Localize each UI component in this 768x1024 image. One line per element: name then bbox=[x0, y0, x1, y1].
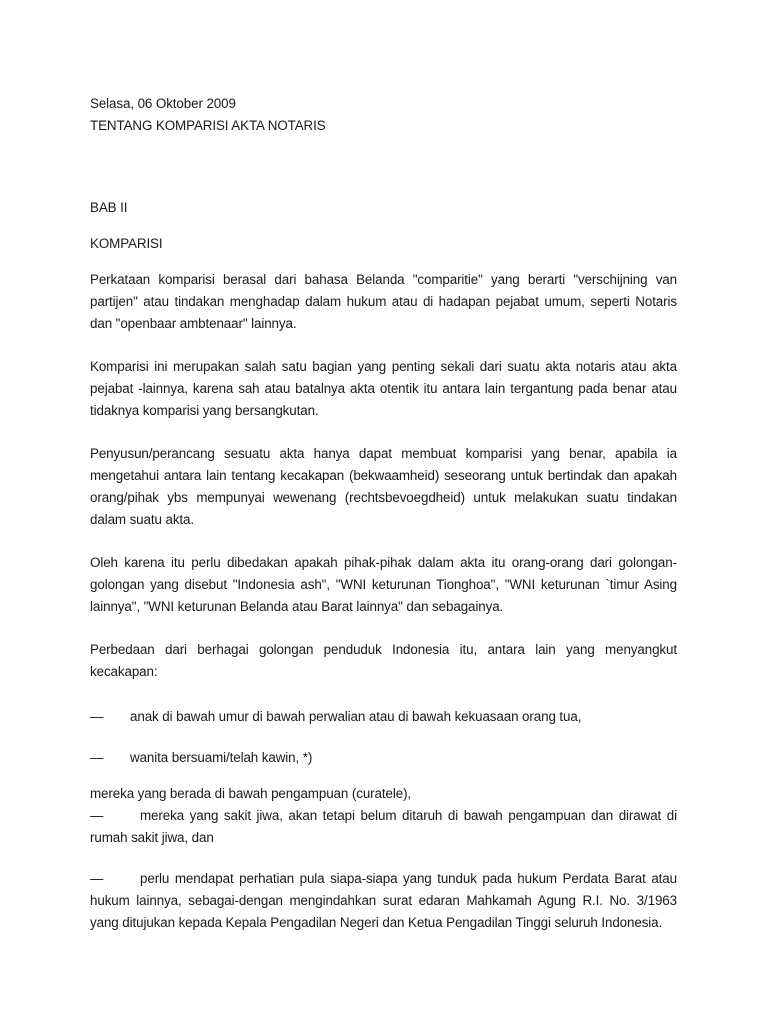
paragraph-2: Komparisi ini merupakan salah satu bagian yang penting sekali dari suatu akta notaris atau akta pejabat -lainnya, karena sah atau batalnya akta otentik itu antara lain tergantung pada benar atau tidaknya komparisi yang bersangkutan. bbox=[90, 359, 677, 418]
paragraph-1: Perkataan komparisi berasal dari bahasa Belanda "comparitie" yang berarti "verschijning van partijen" atau tindakan menghadap dalam hukum atau di hadapan pejabat umum, seperti Notaris dan "openbaar ambtenaar" lainnya. bbox=[90, 272, 677, 331]
dash-marker: — bbox=[90, 709, 104, 724]
document-title: TENTANG KOMPARISI AKTA NOTARIS bbox=[90, 118, 326, 133]
dash-marker: — bbox=[90, 808, 104, 823]
list-item bbox=[90, 706, 677, 728]
list-item bbox=[90, 805, 677, 849]
section-heading: KOMPARISI bbox=[90, 236, 163, 251]
list-item bbox=[90, 868, 677, 934]
paragraph-4: Oleh karena itu perlu dibedakan apakah pihak-pihak dalam akta itu orang-orang dari golongan-golongan yang disebut "Indonesia ash", "WNI keturunan Tionghoa", "WNI keturunan `timur Asing lainnya", "WNI keturunan Belanda atau Barat lainnya" dan sebagainya. bbox=[90, 555, 677, 614]
list-item-text: anak di bawah umur di bawah perwalian atau di bawah kekuasaan orang tua, bbox=[130, 709, 582, 724]
dash-marker: — bbox=[90, 871, 104, 886]
paragraph-3: Penyusun/perancang sesuatu akta hanya dapat membuat komparisi yang benar, apabila ia mengetahui antara lain tentang kecakapan (bekwaamheid) seseorang untuk bertindak dan apakah orang/pihak ybs mempunyai wewenang (rechtsbevoegdheid) untuk melakukan suatu tindakan dalam suatu akta. bbox=[90, 446, 677, 527]
list-item-text: wanita bersuami/telah kawin, *) bbox=[130, 750, 313, 765]
list-item-text: mereka yang berada di bawah pengampuan (curatele), bbox=[90, 786, 412, 801]
chapter-heading: BAB II bbox=[90, 200, 128, 215]
list-item-text: mereka yang sakit jiwa, akan tetapi belum ditaruh di bawah pengampuan dan dirawat di rumah sakit jiwa, dan bbox=[90, 808, 677, 845]
dash-marker: — bbox=[90, 750, 104, 765]
document-page bbox=[90, 93, 677, 934]
list-item bbox=[90, 747, 677, 769]
list-item-text: perlu mendapat perhatian pula siapa-siapa yang tunduk pada hukum Perdata Barat atau hukum lainnya, sebagai-dengan mengindahkan surat edaran Mahkamah Agung R.I. No. 3/1963 yang ditujukan kepada Kepala Pengadilan Negeri dan Ketua Pengadilan Tinggi seluruh Indonesia. bbox=[90, 871, 677, 930]
paragraph-5: Perbedaan dari berhagai golongan penduduk Indonesia itu, antara lain yang menyangkut kecakapan: bbox=[90, 642, 677, 679]
document-date: Selasa, 06 Oktober 2009 bbox=[90, 96, 236, 111]
